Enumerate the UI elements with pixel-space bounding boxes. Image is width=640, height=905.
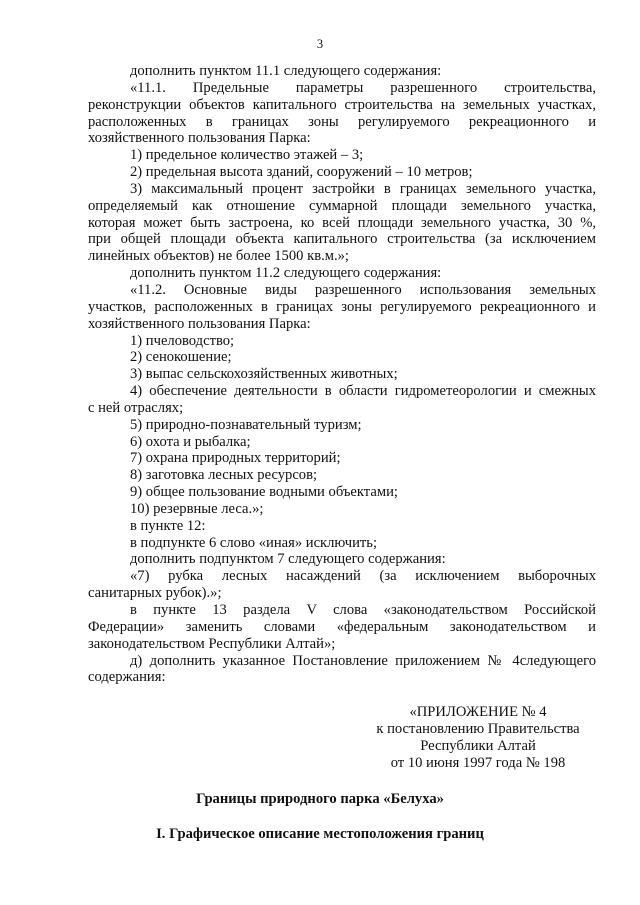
text-line: в пункте 12: xyxy=(130,517,206,534)
text-line: 7) охрана природных территорий; xyxy=(130,450,341,467)
text-line: 4) обеспечение деятельности в области гидрометеорологии и смежных xyxy=(130,383,596,400)
text-line: 3) максимальный процент застройки в границах земельного участка, xyxy=(130,180,596,197)
text-line: 1) пчеловодство; xyxy=(130,332,235,349)
text-line: в подпункте 6 слово «иная» исключить; xyxy=(130,534,378,551)
text-line: 8) заготовка лесных ресурсов; xyxy=(130,467,318,484)
text-line: 9) общее пользование водными объектами; xyxy=(130,484,398,501)
text-line: расположенных в границах зоны регулируемого рекреационного и xyxy=(88,113,596,130)
text-line: «7) рубка лесных насаждений (за исключением выборочных xyxy=(130,568,596,585)
text-line: 10) резервные леса.»; xyxy=(130,500,264,517)
text-line: участков, расположенных в границах зоны регулируемого рекреационного и xyxy=(88,298,596,315)
section-title: Границы природного парка «Белуха» xyxy=(196,791,444,807)
text-line: дополнить пунктом 11.1 следующего содержания: xyxy=(130,63,442,79)
text-line: 5) природно-познавательный туризм; xyxy=(130,416,362,433)
text-line: хозяйственного пользования Парка: xyxy=(88,315,311,332)
text-line: «11.2. Основные виды разрешенного использования земельных xyxy=(130,281,596,298)
text-line: в пункте 13 раздела V слова «законодательством Российской xyxy=(130,602,596,618)
text-line: 2) сенокошение; xyxy=(130,349,232,366)
section-subtitle: I. Графическое описание местоположения границ xyxy=(156,826,484,842)
text-line: дополнить подпунктом 7 следующего содержания: xyxy=(130,551,446,568)
text-line: дополнить пунктом 11.2 следующего содержания: xyxy=(130,265,442,282)
text-line: «11.1. Предельные параметры разрешенного строительства, xyxy=(130,79,596,96)
text-line: Федерации» заменить словами «федеральным законодательством и xyxy=(88,618,596,635)
text-line: законодательством Республики Алтай»; xyxy=(88,635,336,652)
text-line: определяемый как отношение суммарной площади земельного участка, xyxy=(88,197,596,214)
appendix-line: Республики Алтай xyxy=(420,738,536,754)
appendix-line: к постановлению Правительства xyxy=(376,721,580,737)
text-line: д) дополнить указанное Постановление приложением № 4следующего xyxy=(130,652,596,669)
document-body xyxy=(88,63,596,686)
text-line: линейных объектов) не более 1500 кв.м.»; xyxy=(88,248,349,265)
text-line: реконструкции объектов капитального строительства на земельных участках, xyxy=(88,96,596,113)
text-line: с ней отраслях; xyxy=(88,399,184,416)
text-line: 1) предельное количество этажей – 3; xyxy=(130,147,364,164)
text-line: 6) охота и рыбалка; xyxy=(130,433,251,450)
text-line: которая может быть застроена, ко всей площади земельного участка, 30 %, xyxy=(88,214,596,231)
appendix-line: «ПРИЛОЖЕНИЕ № 4 xyxy=(409,704,547,720)
text-line: хозяйственного пользования Парка: xyxy=(88,130,311,147)
appendix-header xyxy=(360,704,596,772)
text-line: санитарных рубок).»; xyxy=(88,585,222,602)
page-number: 3 xyxy=(316,37,324,51)
text-line: 2) предельная высота зданий, сооружений – 10 метров; xyxy=(130,164,473,181)
text-line: при общей площади объекта капитального строительства (за исключением xyxy=(88,231,596,248)
appendix-line: от 10 июня 1997 года № 198 xyxy=(390,755,566,771)
text-line: 3) выпас сельскохозяйственных животных; xyxy=(130,366,398,383)
text-line: содержания: xyxy=(88,669,166,686)
